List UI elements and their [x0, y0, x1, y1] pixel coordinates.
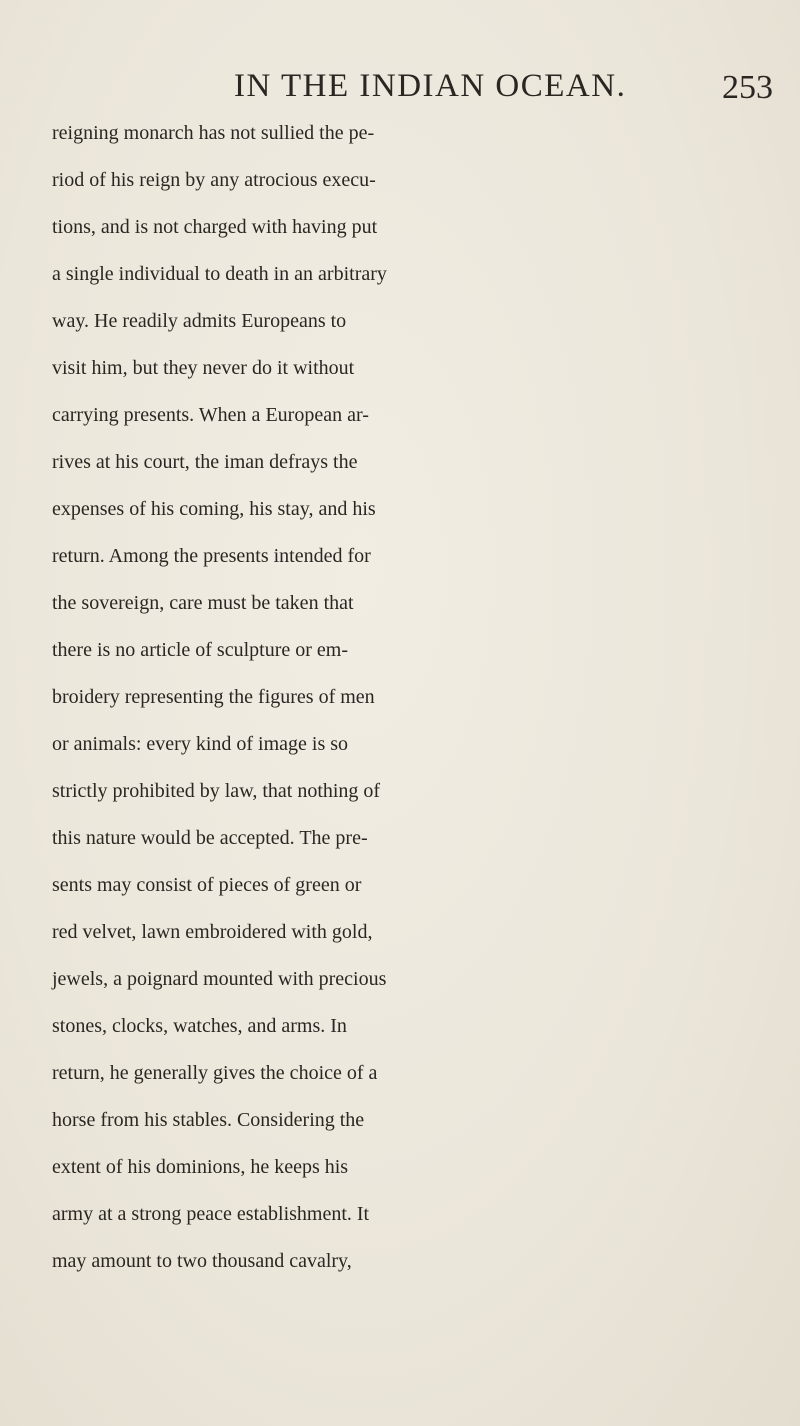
text-line: there is no article of sculpture or em-: [52, 639, 348, 661]
text-line: stones, clocks, watches, and arms. In: [52, 1015, 347, 1037]
text-line: may amount to two thousand cavalry,: [52, 1250, 352, 1272]
page-header: [0, 66, 800, 114]
text-line: army at a strong peace establishment. It: [52, 1203, 370, 1225]
text-line: carrying presents. When a European ar-: [52, 404, 369, 426]
text-line: broidery representing the figures of men: [52, 686, 375, 708]
text-line: return, he generally gives the choice of a: [52, 1062, 378, 1084]
text-line: strictly prohibited by law, that nothing of: [52, 780, 381, 802]
text-line: riod of his reign by any atrocious execu-: [52, 169, 376, 191]
text-line: rives at his court, the iman defrays the: [52, 451, 358, 473]
text-line: expenses of his coming, his stay, and his: [52, 498, 376, 520]
text-line: sents may consist of pieces of green or: [52, 874, 362, 896]
text-line: a single individual to death in an arbitrary: [52, 263, 387, 285]
text-line: reigning monarch has not sullied the pe-: [52, 122, 375, 144]
text-line: tions, and is not charged with having put: [52, 216, 378, 238]
text-line: return. Among the presents intended for: [52, 545, 371, 567]
text-line: horse from his stables. Considering the: [52, 1109, 365, 1131]
text-line: visit him, but they never do it without: [52, 357, 355, 379]
text-line: way. He readily admits Europeans to: [52, 310, 347, 332]
text-line: jewels, a poignard mounted with precious: [52, 968, 387, 990]
text-line: extent of his dominions, he keeps his: [52, 1156, 349, 1178]
text-line: red velvet, lawn embroidered with gold,: [52, 921, 373, 943]
text-line: this nature would be accepted. The pre-: [52, 827, 368, 849]
running-title: IN THE INDIAN OCEAN.: [234, 68, 627, 104]
page-number: 253: [722, 69, 773, 106]
text-line: or animals: every kind of image is so: [52, 733, 349, 755]
body-text: [52, 110, 792, 1285]
text-line: the sovereign, care must be taken that: [52, 592, 354, 614]
